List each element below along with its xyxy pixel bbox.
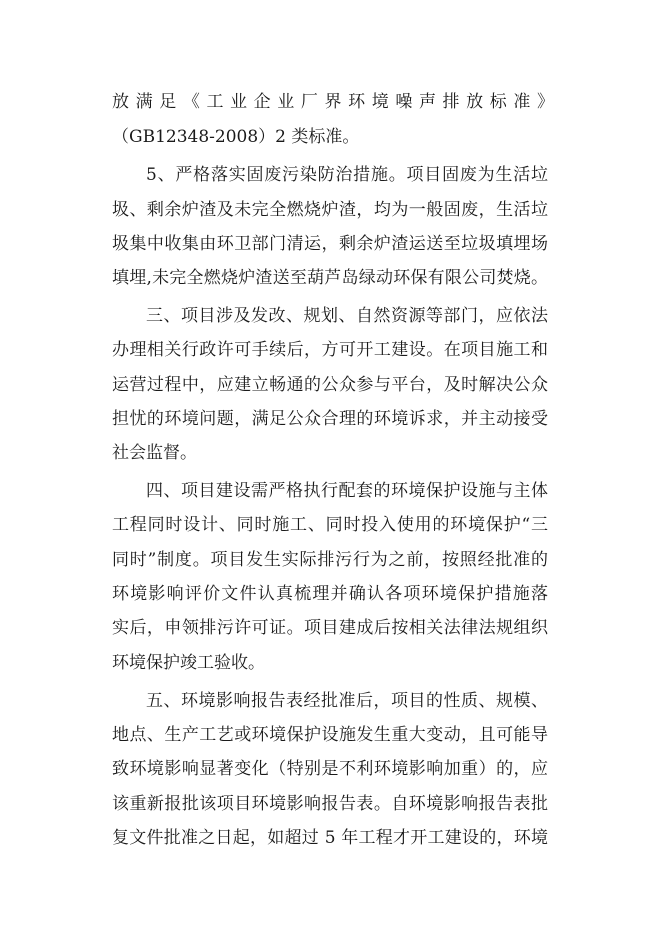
text-line: （GB12348-2008）2 类标准。 bbox=[112, 127, 360, 147]
text-line: 圾集中收集由环卫部门清运，剩余炉渣运送至垃圾填埋场 bbox=[112, 234, 548, 254]
text-line: 环境影响评价文件认真梳理并确认各项环境保护措施落 bbox=[112, 584, 548, 604]
paragraph-start-line: 四、项目建设需严格执行配套的环境保护设施与主体 bbox=[146, 481, 548, 501]
text-line: 放满足《工业企业厂界环境噪声排放标准》 bbox=[112, 92, 554, 112]
text-line: 地点、生产工艺或环境保护设施发生重大变动，且可能导 bbox=[112, 725, 548, 745]
text-line: 运营过程中，应建立畅通的公众参与平台，及时解决公众 bbox=[112, 375, 548, 395]
text-line: 社会监督。 bbox=[112, 443, 197, 463]
text-line: 圾、剩余炉渣及未完全燃烧炉渣，均为一般固废，生活垃 bbox=[112, 200, 548, 220]
text-line: 填埋,未完全燃烧炉渣送至葫芦岛绿动环保有限公司焚烧。 bbox=[112, 268, 548, 288]
text-line: 担忧的环境问题，满足公众合理的环境诉求，并主动接受 bbox=[112, 409, 548, 429]
text-line: 工程同时设计、同时施工、同时投入使用的环境保护“三 bbox=[112, 515, 548, 535]
paragraph-start-line: 五、环境影响报告表经批准后，项目的性质、规模、 bbox=[146, 691, 548, 711]
text-line: 实后，申领排污许可证。项目建成后按相关法律法规组织 bbox=[112, 618, 548, 638]
text-line: 该重新报批该项目环境影响报告表。自环境影响报告表批 bbox=[112, 794, 548, 814]
text-line: 复文件批准之日起，如超过 5 年工程才开工建设的，环境 bbox=[112, 828, 548, 848]
paragraph-start-line: 5、严格落实固废污染防治措施。项目固废为生活垃 bbox=[146, 165, 548, 185]
text-line: 环境保护竣工验收。 bbox=[112, 653, 265, 673]
paragraph-start-line: 三、项目涉及发改、规划、自然资源等部门，应依法 bbox=[146, 306, 548, 326]
text-line: 致环境影响显著变化（特别是不利环境影响加重）的，应 bbox=[112, 759, 548, 779]
text-line: 同时”制度。项目发生实际排污行为之前，按照经批准的 bbox=[112, 550, 548, 570]
text-line: 办理相关行政许可手续后，方可开工建设。在项目施工和 bbox=[112, 340, 548, 360]
